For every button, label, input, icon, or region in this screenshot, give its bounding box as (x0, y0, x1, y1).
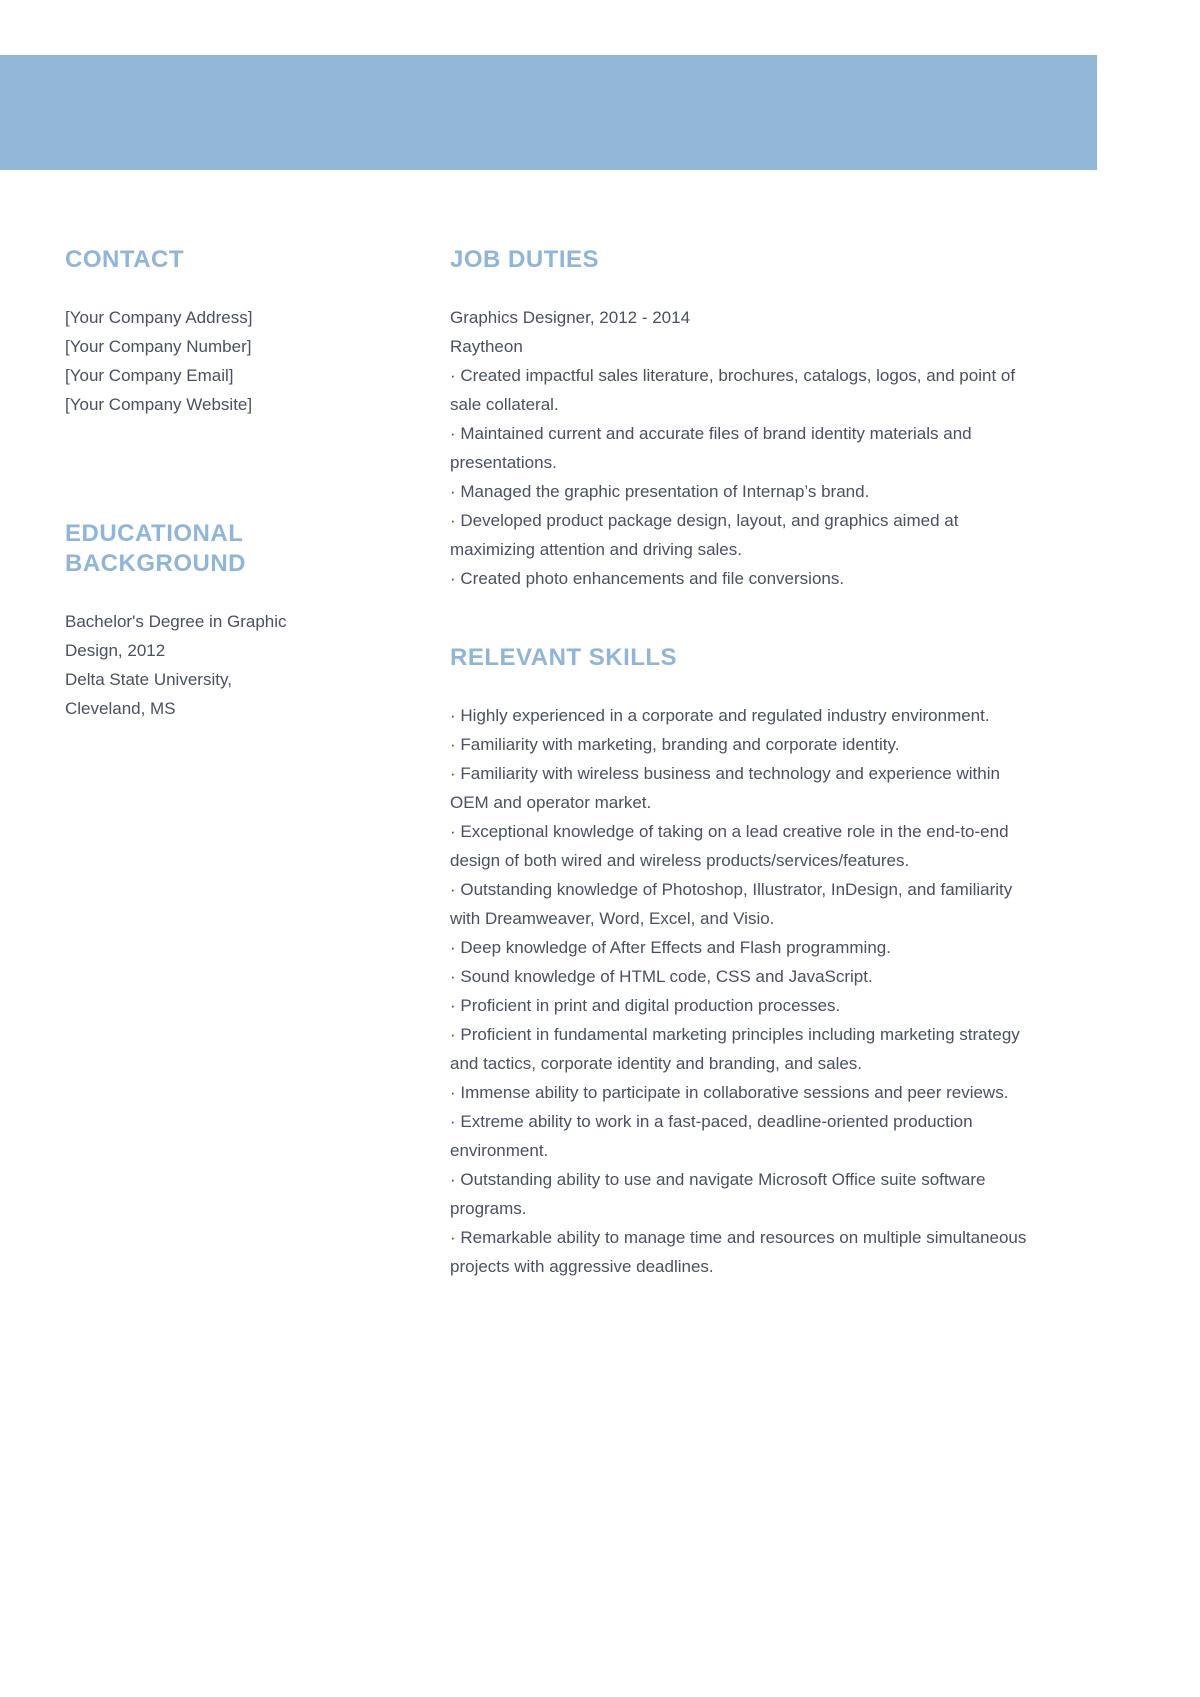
contact-line: [Your Company Email] (65, 366, 234, 385)
job-company: Raytheon (450, 337, 523, 356)
job-duties-bullets (450, 361, 1040, 593)
job-duties-section (450, 245, 1040, 593)
skills-bullets (450, 701, 1040, 1281)
skill-item: · Remarkable ability to manage time and resources on multiple simultaneous projects with aggressive deadlines. (450, 1228, 1027, 1276)
skill-item: · Extreme ability to work in a fast-paced, deadline-oriented production environment. (450, 1112, 973, 1160)
content-area (0, 170, 1200, 1281)
contact-line: [Your Company Website] (65, 395, 253, 414)
contact-lines (65, 303, 345, 419)
skill-item: · Deep knowledge of After Effects and Flash programming. (450, 938, 891, 957)
education-line: Bachelor's Degree in Graphic Design, 2012 (65, 612, 287, 660)
skill-item: · Proficient in fundamental marketing principles including marketing strategy and tactics, corporate identity and branding, and sales. (450, 1025, 1020, 1073)
contact-line: [Your Company Address] (65, 308, 253, 327)
skills-section (450, 643, 1040, 1281)
education-line: Cleveland, MS (65, 699, 176, 718)
skill-item: · Exceptional knowledge of taking on a lead creative role in the end-to-end design of both wired and wireless products/services/features. (450, 822, 1009, 870)
skill-item: · Sound knowledge of HTML code, CSS and JavaScript. (450, 967, 873, 986)
skill-item: · Proficient in print and digital production processes. (450, 996, 841, 1015)
job-duty-item: · Managed the graphic presentation of Internap’s brand. (450, 482, 870, 501)
skill-item: · Familiarity with wireless business and technology and experience within OEM and operator market. (450, 764, 1000, 812)
skill-item: · Immense ability to participate in collaborative sessions and peer reviews. (450, 1083, 1009, 1102)
job-duty-item: · Created photo enhancements and file conversions. (450, 569, 845, 588)
education-section (65, 519, 345, 723)
education-line: Delta State University, (65, 670, 232, 689)
education-lines (65, 607, 345, 723)
skill-item: · Familiarity with marketing, branding and corporate identity. (450, 735, 900, 754)
role-block (450, 303, 1040, 361)
skill-item: · Outstanding knowledge of Photoshop, Illustrator, InDesign, and familiarity with Dreamweaver, Word, Excel, and Visio. (450, 880, 1013, 928)
job-duty-item: · Maintained current and accurate files of brand identity materials and presentations. (450, 424, 972, 472)
skills-heading: RELEVANT SKILLS (450, 644, 678, 671)
header-band (0, 55, 1097, 170)
right-column (450, 245, 1040, 1281)
contact-heading: CONTACT (65, 246, 185, 273)
job-role: Graphics Designer, 2012 - 2014 (450, 308, 691, 327)
contact-line: [Your Company Number] (65, 337, 252, 356)
education-heading: EDUCATIONAL BACKGROUND (65, 520, 246, 577)
skill-item: · Highly experienced in a corporate and regulated industry environment. (450, 706, 990, 725)
job-duty-item: · Created impactful sales literature, brochures, catalogs, logos, and point of sale collateral. (450, 366, 1016, 414)
job-duty-item: · Developed product package design, layout, and graphics aimed at maximizing attention and driving sales. (450, 511, 959, 559)
left-column (65, 245, 345, 1281)
skill-item: · Outstanding ability to use and navigate Microsoft Office suite software programs. (450, 1170, 986, 1218)
contact-section (65, 245, 345, 419)
job-duties-heading: JOB DUTIES (450, 246, 600, 273)
